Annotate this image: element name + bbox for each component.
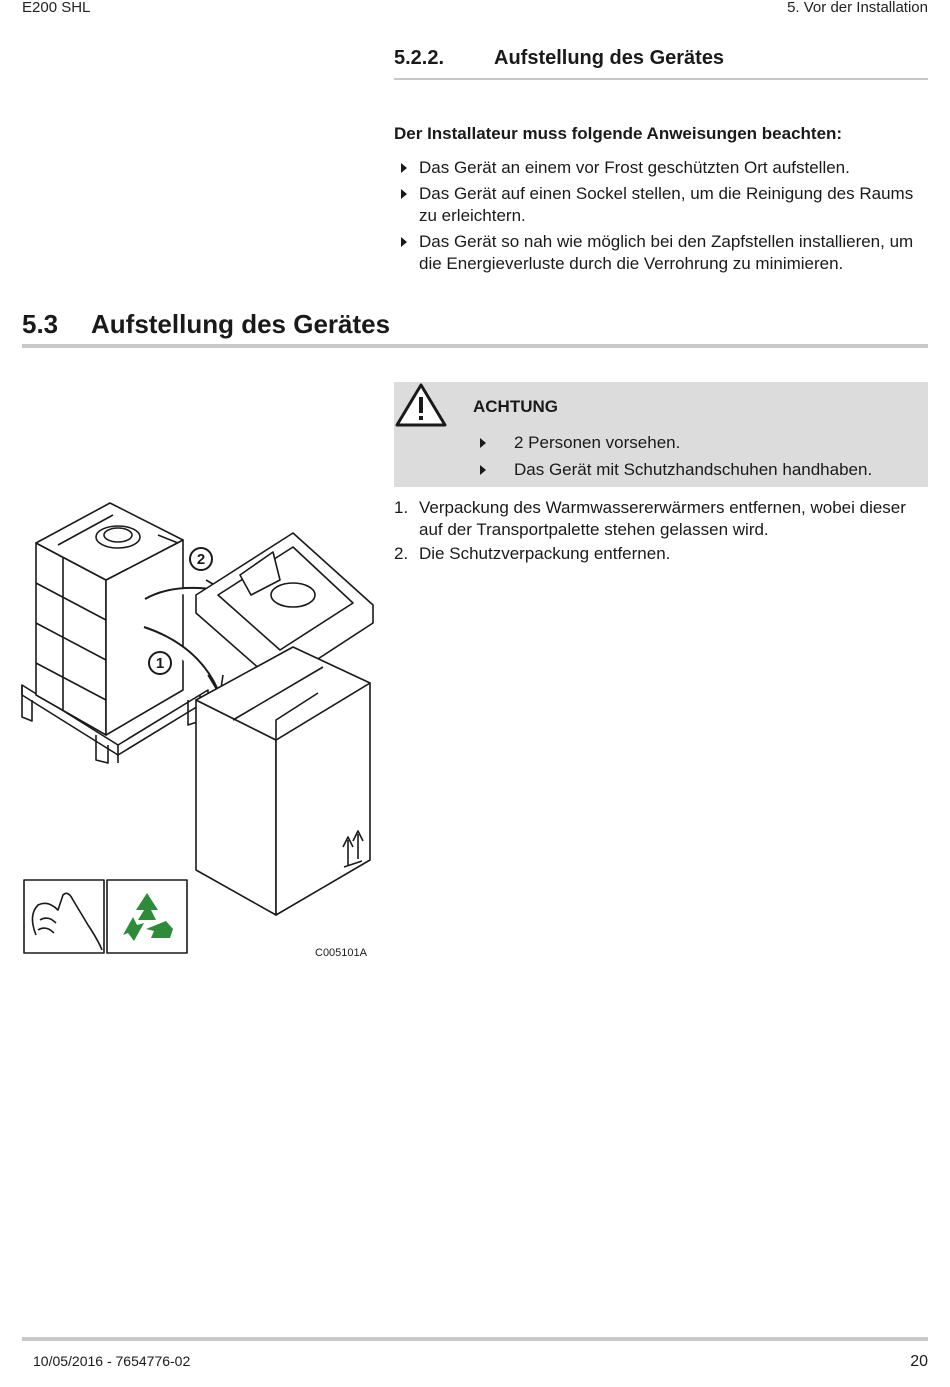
bullet-triangle-icon bbox=[480, 465, 486, 475]
warning-box bbox=[394, 382, 928, 487]
warning-list bbox=[473, 432, 872, 486]
warning-title: ACHTUNG bbox=[473, 397, 558, 416]
bullet-triangle-icon bbox=[401, 237, 407, 247]
figure-code: C005101A bbox=[315, 947, 367, 959]
subsection-title: Aufstellung des Gerätes bbox=[494, 47, 725, 69]
page-number: 20 bbox=[910, 1353, 928, 1370]
footer-rule bbox=[22, 1337, 928, 1341]
header-left: E200 SHL bbox=[22, 0, 91, 16]
list-item: 2. Die Schutzverpackung entfernen. bbox=[394, 544, 671, 563]
steps-list bbox=[394, 497, 934, 567]
list-item: Das Gerät so nah wie möglich bei den Zapfstellen installieren, um die Energieverluste durch die Verrohrung zu minimieren. bbox=[394, 231, 934, 275]
callout-1: 1 bbox=[155, 655, 165, 672]
list-item: Das Gerät an einem vor Frost geschützten Ort aufstellen. bbox=[394, 157, 934, 179]
list-item: 2 Personen vorsehen. bbox=[473, 432, 872, 454]
intro-text: Der Installateur muss folgende Anweisungen beachten: bbox=[394, 124, 843, 143]
recycle-icon bbox=[123, 893, 173, 941]
callout-2: 2 bbox=[196, 551, 206, 568]
bullet-triangle-icon bbox=[401, 163, 407, 173]
list-item: 1. Verpackung des Warmwassererwärmers entfernen, wobei dieser auf der Transportpalette stehen gelassen wird. bbox=[394, 498, 906, 539]
list-item: Das Gerät mit Schutzhandschuhen handhaben. bbox=[473, 459, 872, 481]
subsection-number: 5.2.2. bbox=[394, 47, 445, 69]
bullet-triangle-icon bbox=[401, 189, 407, 199]
footer-left: 10/05/2016 - 7654776-02 bbox=[33, 1353, 191, 1369]
header-right: 5. Vor der Installation bbox=[787, 0, 928, 16]
warning-triangle-icon bbox=[394, 382, 448, 428]
section-title: Aufstellung des Gerätes bbox=[91, 309, 391, 339]
section-rule bbox=[22, 344, 928, 348]
bullet-triangle-icon bbox=[480, 438, 486, 448]
instruction-list bbox=[394, 157, 934, 279]
unpacking-figure bbox=[18, 495, 388, 965]
list-item: Das Gerät auf einen Sockel stellen, um die Reinigung des Raums zu erleichtern. bbox=[394, 183, 934, 227]
section-number: 5.3 bbox=[22, 309, 59, 339]
subsection-rule bbox=[394, 78, 928, 80]
